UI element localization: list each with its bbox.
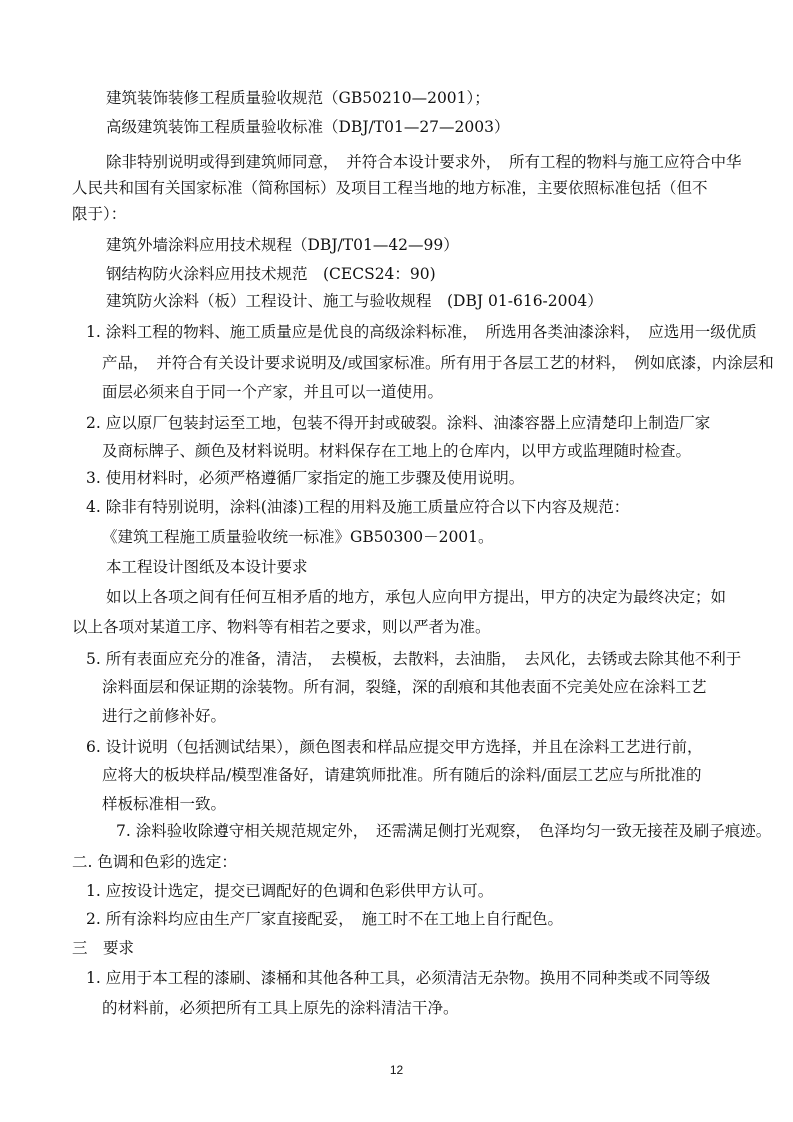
paragraph-line: 高级建筑装饰工程质量验收标准（DBJ/T01—27—2003） (106, 118, 510, 136)
list-item-line: 及商标牌子、颜色及材料说明。材料保存在工地上的仓库内，以甲方或监理随时检查。 (102, 442, 692, 460)
page-number: 12 (389, 1063, 404, 1077)
paragraph-line: 如以上各项之间有任何互相矛盾的地方，承包人应向甲方提出，甲方的决定为最终决定；如 (106, 588, 727, 606)
list-item-line: 1. 应用于本工程的漆刷、漆桶和其他各种工具，必须清洁无杂物。换用不同种类或不同等级 (86, 969, 711, 987)
paragraph-line: 《建筑工程施工质量验收统一标准》GB50300－2001。 (102, 528, 494, 546)
list-item-line: 5. 所有表面应充分的准备，清洁， 去模板，去散料，去油脂， 去风化，去锈或去除其他不利于 (86, 650, 742, 668)
list-item-line: 1. 应按设计选定，提交已调配好的色调和色彩供甲方认可。 (86, 882, 494, 900)
list-item-line: 的材料前，必须把所有工具上原先的涂料清洁干净。 (102, 999, 459, 1017)
paragraph-line: 人民共和国有关国家标准（简称国标）及项目工程当地的地方标准，主要依照标准包括（但不 (72, 179, 708, 197)
list-item-line: 4. 除非有特别说明，涂料(油漆)工程的用料及施工质量应符合以下内容及规范： (86, 498, 630, 516)
list-item-line: 3. 使用材料时，必须严格遵循厂家指定的施工步骤及使用说明。 (86, 469, 525, 487)
paragraph-line: 除非特别说明或得到建筑师同意， 并符合本设计要求外， 所有工程的物料与施工应符合中华 (106, 153, 742, 171)
paragraph-line: 限于）： (72, 205, 127, 223)
list-item-line: 面层必须来自于同一个产家，并且可以一道使用。 (102, 383, 444, 401)
list-item-line: 1. 涂料工程的物料、施工质量应是优良的高级涂料标准， 所选用各类油漆涂料， 应选用一级优质 (86, 323, 757, 341)
paragraph-line: 以上各项对某道工序、物料等有相若之要求，则以严者为准。 (72, 618, 491, 636)
list-item-line: 产品， 并符合有关设计要求说明及/或国家标准。所有用于各层工艺的材料， 例如底漆，内涂层和 (102, 354, 774, 372)
section-heading: 二. 色调和色彩的选定： (72, 853, 237, 871)
list-item-line: 2. 所有涂料均应由生产厂家直接配妥， 施工时不在工地上自行配色。 (86, 910, 563, 928)
list-item-line: 2. 应以原厂包装封运至工地，包装不得开封或破裂。涂料、油漆容器上应清楚印上制造厂家 (86, 414, 711, 432)
list-item-line: 6. 设计说明（包括测试结果），颜色图表和样品应提交甲方选择，并且在涂料工艺进行前， (86, 738, 703, 756)
list-item-line: 样板标准相一致。 (102, 795, 227, 813)
section-heading: 三 要求 (72, 939, 135, 957)
list-item-line: 涂料面层和保证期的涂装物。所有洞，裂缝，深的刮痕和其他表面不完美处应在涂料工艺 (102, 678, 707, 696)
paragraph-line: 建筑装饰装修工程质量验收规范（GB50210—2001）； (106, 89, 490, 107)
paragraph-line: 建筑外墙涂料应用技术规程（DBJ/T01—42—99） (106, 236, 459, 254)
list-item-line: 应将大的板块样品/模型准备好，请建筑师批准。所有随后的涂料/面层工艺应与所批准的 (102, 766, 702, 784)
paragraph-line: 建筑防火涂料（板）工程设计、施工与验收规程 (DBJ 01-616-2004） (106, 292, 603, 310)
paragraph-line: 本工程设计图纸及本设计要求 (106, 558, 308, 576)
list-item-line: 进行之前修补好。 (102, 707, 227, 725)
list-item-line: 7. 涂料验收除遵守相关规范规定外， 还需满足侧打光观察， 色泽均匀一致无接茬及刷子痕迹。 (116, 822, 772, 840)
paragraph-line: 钢结构防火涂料应用技术规范 (CECS24：90) (106, 265, 436, 283)
